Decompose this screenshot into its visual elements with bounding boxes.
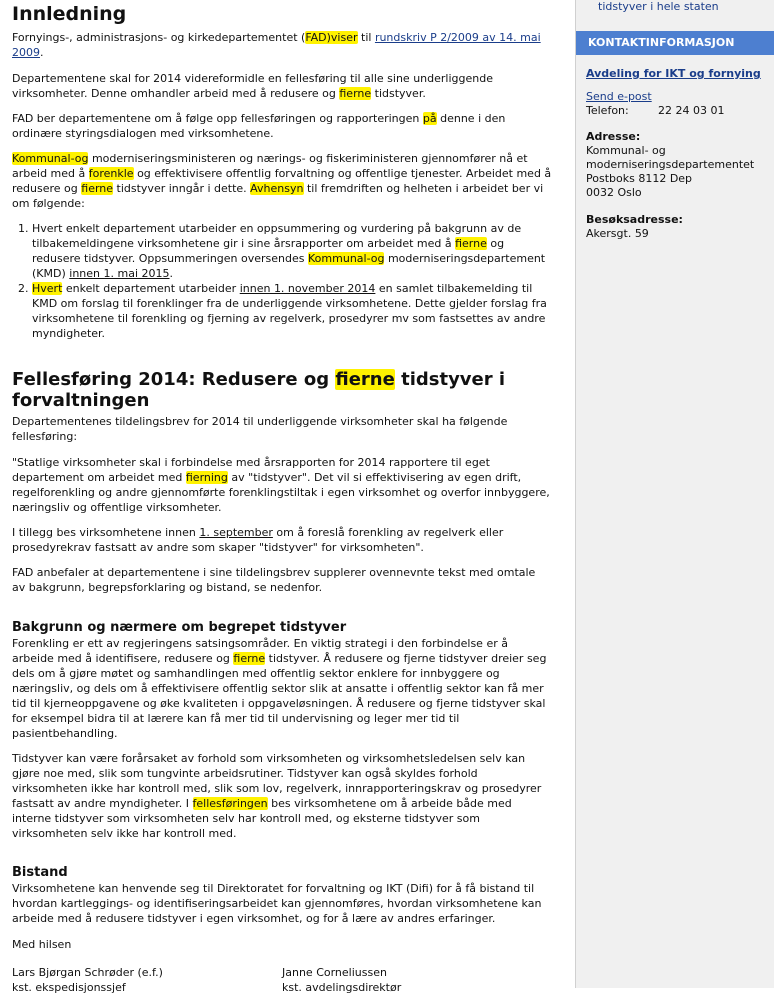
paragraph-bakgrunn — [12, 636, 552, 741]
signature-2 — [282, 965, 552, 995]
paragraph-bistand: Virksomhetene kan henvende seg til Direktoratet for forvaltning og IKT (Difi) for å få bistand til hvordan kartleggings- og identifiseringsarbeidet kan gjennomføres, hvordan virksomhetene kan arbeide med å redusere tidstyver i egen virksomhet, og for å lære av andres erfaringer. — [12, 882, 542, 925]
deadline: 1. september — [199, 526, 273, 539]
heading-innledning: Innledning — [12, 3, 127, 25]
text: av "tidstyver". Det vil si effektivisering av egen drift, regelforenkling og andre gjennomførte forenklingstiltak i egen virksomhet og overfor innbyggere, næringsliv og offentlige virksomheter. — [12, 471, 550, 514]
address-line: Postboks 8112 Dep — [586, 172, 693, 185]
paragraph-tidstyver — [12, 751, 552, 841]
text: bes virksomhetene om å arbeide både med interne tidstyver som virksomheten selv har kontroll med, og eksterne tidstyver som virksomheten selv ikke har kontroll med. — [12, 797, 512, 840]
highlight: fierne — [81, 182, 114, 195]
signature-title: kst. ekspedisjonssjef — [12, 981, 126, 994]
paragraph-september — [12, 525, 552, 555]
text: tidstyver. — [371, 87, 426, 100]
sidebar-top-link[interactable] — [576, 0, 774, 16]
paragraph-ministre — [12, 151, 552, 211]
text: enkelt departement utarbeider — [62, 282, 240, 295]
text: om å foreslå forenkling av regelverk eller prosedyrekrav fastsatt av andre som skaper "tidstyver" for virksomheten". — [12, 526, 504, 554]
signature-name: Lars Bjørgan Schrøder (e.f.) — [12, 966, 163, 979]
phone-value: 22 24 03 01 — [658, 104, 725, 117]
paragraph-oppfolging — [12, 111, 552, 141]
paragraph-tildelingsbrev: Departementenes tildelingsbrev for 2014 til underliggende virksomheter skal ha følgende fellesføring: — [12, 415, 508, 443]
phone-label: Telefon: — [586, 104, 629, 117]
phone-row — [586, 104, 764, 118]
highlight: FAD)viser — [305, 31, 358, 44]
text: Fornyings-, administrasjons- og kirkedepartementet ( — [12, 31, 306, 44]
paragraph-quote — [12, 455, 552, 515]
sidebar — [576, 0, 774, 988]
deadline: innen 1. mai 2015 — [69, 267, 170, 280]
text: tidstyver. Å redusere og fjerne tidstyver dreier seg dels om å gjøre møtet og samhandlingen med offentlig sektor enklere for innbyggere og næringsliv, og dels om å effektivisere offentlig sektor slik at ansatte i offentlig sektor kan få mer tid til kjerneoppgavene og øke kvaliteten i oppgaveløsningen. Å redusere og fjerne tidstyver skal for eksempel bidra til at lærere kan få mer tid til undervisning og leger mer tid til pasientbehandling. — [12, 652, 547, 740]
text: til fremdriften og helheten i arbeidet ber vi om følgende: — [12, 182, 544, 210]
highlight: Avhensyn — [250, 182, 304, 195]
text: og effektivisere offentlig forvaltning og offentlige tjenester. Arbeidet med å redusere og — [12, 167, 552, 195]
text: I tillegg bes virksomhetene innen — [12, 526, 200, 539]
signatures — [12, 965, 552, 995]
highlight: fierning — [185, 471, 228, 484]
text: FAD ber departementene om å følge opp fellesføringen og rapporteringen — [12, 112, 423, 125]
send-email-link[interactable]: Send e-post — [586, 90, 652, 103]
visit-value: Akersgt. 59 — [586, 227, 649, 240]
heading-bakgrunn: Bakgrunn og nærmere om begrepet tidstyver — [12, 620, 347, 635]
text: til — [357, 31, 375, 44]
text: og redusere tidstyver. Oppsummeringen oversendes — [32, 237, 505, 265]
text: Forenkling er ett av regjeringens satsingsområder. En viktig strategi i den forbindelse er å arbeide med å identifisere, redusere og — [12, 637, 508, 665]
list-item — [32, 281, 552, 341]
highlight: fierne — [233, 652, 266, 665]
task-list — [12, 221, 552, 341]
heading-bistand: Bistand — [12, 865, 68, 880]
text: tidstyver i forvaltningen — [12, 369, 506, 411]
address-line: 0032 Oslo — [586, 186, 642, 199]
text: denne i den ordinære styringsdialogen med virksomhetene. — [12, 112, 506, 140]
highlight: Kommunal-og — [308, 252, 385, 265]
highlight: på — [422, 112, 437, 125]
closing: Med hilsen — [12, 938, 72, 951]
paragraph-anbefaling: FAD anbefaler at departementene i sine tildelingsbrev supplerer ovennevnte tekst med omtale av bakgrunn, begrepsforklaring og bistand, se nedenfor. — [12, 566, 536, 594]
highlight: fierne — [335, 369, 395, 390]
highlight: forenkle — [88, 167, 134, 180]
text: Hvert enkelt departement utarbeider en oppsummering og vurdering på bakgrunn av de tilbakemeldingene virksomhetene gir i sine årsrapporter om arbeidet med å — [32, 222, 522, 250]
contact-header: KONTAKTINFORMASJON — [576, 31, 774, 55]
text: en samlet tilbakemelding til KMD om forslag til forenklinger fra de underliggende virksomhetene. Dette gjelder forslag fra virksomhetene til forenkling og fjerning av regelverk, prosedyrer mv som fastsettes av andre myndigheter. — [32, 282, 547, 340]
link-text[interactable]: tidstyver i hele staten — [598, 0, 719, 13]
deadline: innen 1. november 2014 — [239, 282, 376, 295]
list-item — [32, 221, 552, 281]
highlight: fierne — [455, 237, 487, 250]
text: Tidstyver kan være forårsaket av forhold som virksomheten og virksomhetsledelsen selv kan gjøre noe med, slik som tungvinte arbeidsrutiner. Tidstyver kan også skyldes forhold virksomheten ikke har kontroll med, slik som lov, regelverk, innrapporteringskrav og prosedyrer fastsatt av andre myndigheter. I — [12, 752, 542, 810]
highlight: Kommunal-og — [12, 152, 89, 165]
text: tidstyver inngår i dette. — [113, 182, 251, 195]
text: moderniseringsdepartement (KMD) — [32, 252, 546, 280]
text: "Statlige virksomheter skal i forbindelse med årsrapporten for 2014 rapportere til eget departement om arbeidet med — [12, 456, 490, 484]
paragraph-intro — [12, 30, 552, 60]
text: . — [169, 267, 173, 280]
department-link[interactable]: Avdeling for IKT og fornying — [586, 67, 761, 80]
highlight: fierne — [339, 87, 372, 100]
address-label: Adresse: — [586, 130, 641, 143]
visit-label: Besøksadresse: — [586, 213, 683, 226]
highlight: Hvert — [32, 282, 63, 295]
address-line: moderniseringsdepartementet — [586, 158, 755, 171]
rundskriv-link[interactable]: rundskriv P 2/2009 av 14. mai 2009 — [12, 31, 541, 59]
heading-fellesforing-2014 — [12, 369, 552, 411]
contact-body — [576, 55, 774, 241]
text: moderniseringsministeren og nærings- og fiskeriministeren gjennomfører nå et arbeid med å — [12, 152, 528, 180]
signature-name: Janne Corneliussen — [282, 966, 387, 979]
text: . — [40, 46, 44, 59]
signature-title: kst. avdelingsdirektør — [282, 981, 402, 994]
address-line: Kommunal- og — [586, 144, 666, 157]
signature-1 — [12, 965, 282, 995]
text: Fellesføring 2014: Redusere og — [12, 369, 336, 390]
text: Departementene skal for 2014 videreformidle en fellesføring til alle sine underliggende virksomheter. Denne omhandler arbeid med å redusere og — [12, 72, 493, 100]
highlight: fellesføringen — [192, 797, 268, 810]
paragraph-fellesforing — [12, 71, 552, 101]
